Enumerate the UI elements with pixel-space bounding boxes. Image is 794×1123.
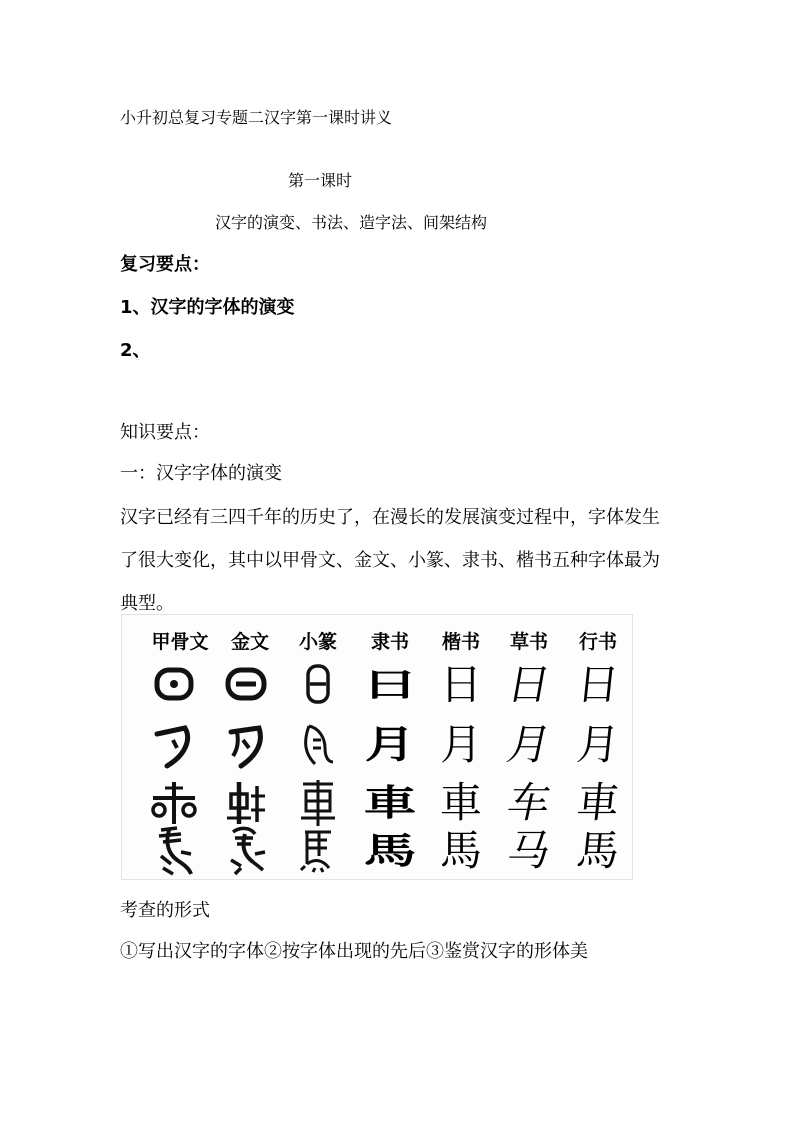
figure-header-bronze: 金文: [230, 631, 270, 653]
review-point-1: 1、汉字的字体的演变: [120, 297, 295, 318]
section-heading: 一：汉字字体的演变: [120, 463, 282, 484]
oracle-horse-glyph: [147, 824, 201, 878]
regular-moon-glyph: 月: [439, 720, 483, 769]
paragraph-line: 典型。: [120, 593, 174, 614]
clerical-sun-glyph: 日: [361, 666, 419, 703]
script-evolution-figure: [121, 614, 633, 880]
lesson-label: 第一课时: [288, 171, 353, 190]
paragraph-line: 汉字已经有三四千年的历史了，在漫长的发展演变过程中，字体发生: [120, 507, 660, 528]
seal-cart-glyph: [291, 776, 345, 830]
review-points-heading: 复习要点：: [120, 254, 210, 275]
bronze-moon-glyph: [219, 718, 273, 772]
running-horse-glyph: 馬: [574, 826, 622, 875]
cursive-horse-glyph: 马: [502, 826, 556, 875]
regular-sun-glyph: 日: [439, 660, 483, 709]
bronze-cart-glyph: [219, 776, 273, 830]
running-cart-glyph: 車: [574, 778, 622, 827]
running-sun-glyph: 日: [574, 660, 622, 709]
cursive-cart-glyph: 车: [502, 778, 556, 827]
intro-paragraph: [120, 496, 685, 625]
seal-horse-glyph: [291, 824, 345, 878]
regular-horse-glyph: 馬: [439, 826, 483, 875]
exam-forms-list: ①写出汉字的字体②按字体出现的先后③鉴赏汉字的形体美: [120, 941, 588, 962]
figure-header-clerical: 隶书: [370, 631, 410, 653]
exam-forms-heading: 考查的形式: [120, 900, 210, 921]
figure-header-seal: 小篆: [298, 631, 338, 653]
bronze-horse-glyph: [219, 824, 273, 878]
figure-header-running: 行书: [578, 631, 618, 653]
figure-header-regular: 楷书: [441, 631, 481, 653]
oracle-cart-glyph: [147, 776, 201, 830]
clerical-moon-glyph: 月: [364, 722, 416, 767]
bronze-sun-glyph: [219, 658, 273, 712]
clerical-cart-glyph: 車: [363, 781, 417, 824]
document-title: 小升初总复习专题二汉字第一课时讲义: [120, 108, 393, 127]
running-moon-glyph: 月: [574, 720, 622, 769]
knowledge-points-heading: 知识要点：: [120, 422, 210, 443]
cursive-sun-glyph: 日: [503, 660, 555, 709]
figure-header-cursive: 草书: [509, 631, 549, 653]
paragraph-line: 了很大变化，其中以甲骨文、金文、小篆、隶书、楷书五种字体最为: [120, 550, 660, 571]
regular-cart-glyph: 車: [439, 778, 483, 827]
figure-header-oracle: 甲骨文: [151, 631, 209, 653]
seal-moon-glyph: [291, 718, 345, 772]
clerical-horse-glyph: 馬: [363, 829, 417, 872]
lesson-subtitle: 汉字的演变、书法、造字法、间架结构: [215, 213, 488, 232]
review-point-2: 2、: [120, 340, 151, 361]
cursive-moon-glyph: 月: [502, 720, 556, 769]
oracle-moon-glyph: [147, 718, 201, 772]
seal-sun-glyph: [291, 658, 345, 712]
oracle-sun-glyph: [147, 658, 201, 712]
